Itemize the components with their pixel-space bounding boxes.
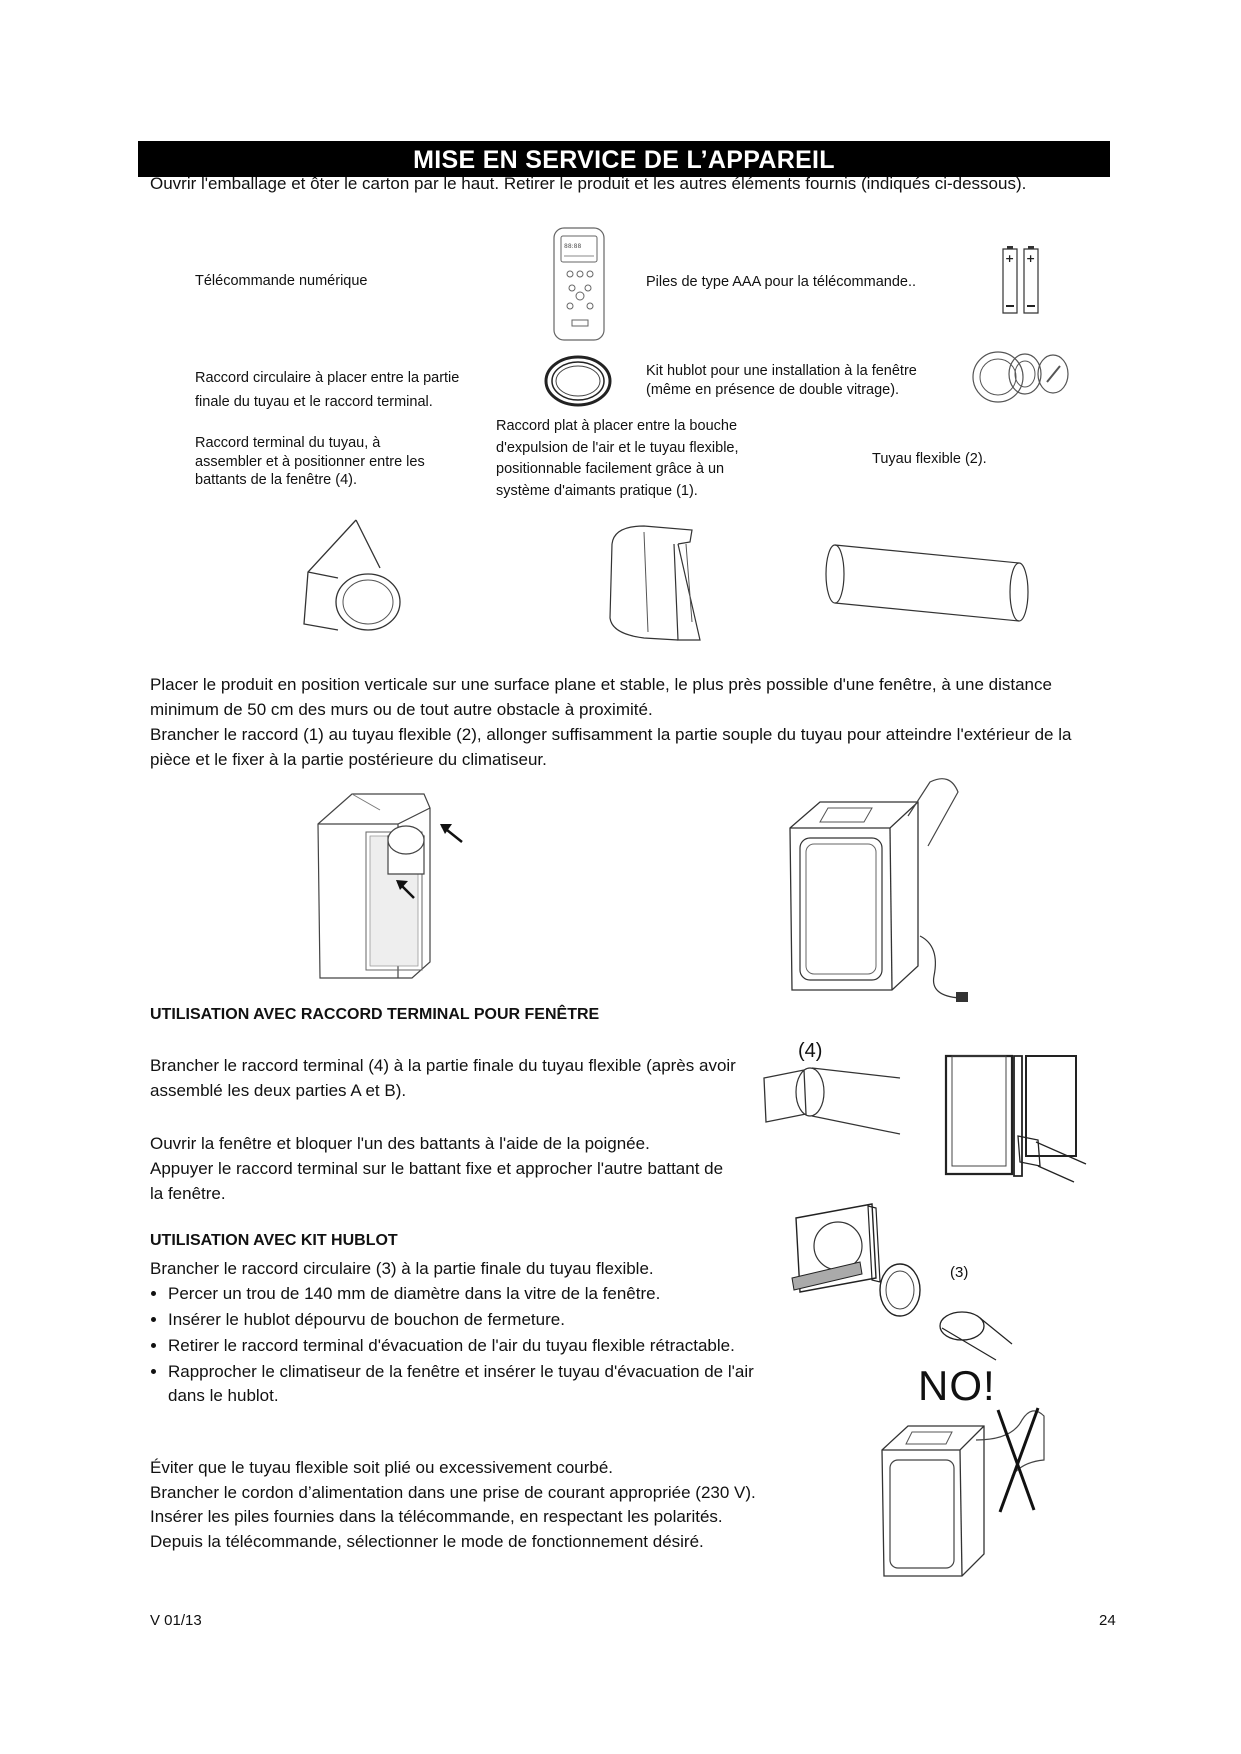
page-number: 24 <box>1099 1612 1116 1629</box>
caption-line: assembler et à positionner entre les <box>195 453 425 470</box>
closing-instructions <box>150 1456 756 1554</box>
caption-batteries: Piles de type AAA pour la télécommande.. <box>646 274 917 290</box>
version-label: V 01/13 <box>150 1612 202 1629</box>
list-item: • Insérer le hublot dépourvu de bouchon de fermeture. <box>168 1308 770 1332</box>
batteries-illustration <box>1000 245 1042 319</box>
closing-line: Brancher le cordon d’alimentation dans une prise de courant appropriée (230 V). <box>150 1482 756 1502</box>
caption-hose: Tuyau flexible (2). <box>872 451 987 467</box>
svg-text:+: + <box>1026 252 1036 265</box>
window-kit-illustration <box>970 344 1078 410</box>
caption-round-connector <box>195 366 459 414</box>
caption-line: Raccord plat à placer entre la bouche <box>496 418 738 434</box>
caption-line: Raccord terminal du tuyau, à <box>195 435 381 451</box>
figure-label-4: (4) <box>798 1040 823 1062</box>
svg-text:88:88: 88:88 <box>564 243 582 250</box>
kit-section-intro: Brancher le raccord circulaire (3) à la partie finale du tuyau flexible. <box>150 1259 654 1278</box>
caption-remote: Télécommande numérique <box>195 273 368 289</box>
caption-line: battants de la fenêtre (4). <box>195 472 358 488</box>
terminal-on-hose-illustration <box>760 1062 910 1142</box>
placement-paragraph-1: Placer le produit en position verticale sur une surface plane et stable, le plus près possible d'une fenêtre, à une distance minimum de 50 cm des murs ou de tout autre obstacle à proximité. <box>150 675 1052 719</box>
caption-line: système d'aimants pratique (1). <box>496 482 698 499</box>
window-kit-hose-illustration <box>776 1194 1016 1362</box>
caption-line: d'expulsion de l'air et le tuyau flexible, <box>496 439 739 456</box>
caption-line: (même en présence de double vitrage). <box>646 382 900 398</box>
list-item: • Rapprocher le climatiseur de la fenêtre et insérer le tuyau d'évacuation de l'air dans le hublot. <box>168 1360 770 1408</box>
list-item: • Percer un trou de 140 mm de diamètre dans la vitre de la fenêtre. <box>168 1282 770 1306</box>
round-connector-illustration <box>540 350 616 412</box>
intro-text: Ouvrir l'emballage et ôter le carton par le haut. Retirer le produit et les autres éléments fournis (indiqués ci-dessous). <box>150 174 1027 193</box>
hose-illustration <box>823 536 1033 628</box>
terminal-paragraph-1: Brancher le raccord terminal (4) à la partie finale du tuyau flexible (après avoir assemblé les deux parties A et B). <box>150 1056 736 1100</box>
bent-hose-warning-illustration <box>872 1400 1048 1590</box>
closing-line: Insérer les piles fournies dans la télécommande, en respectant les polarités. <box>150 1507 723 1526</box>
flat-connector-illustration <box>604 522 708 648</box>
caption-window-kit <box>646 362 917 400</box>
list-item: • Retirer le raccord terminal d'évacuation de l'air du tuyau flexible rétractable. <box>168 1334 770 1358</box>
terminal-paragraph-3: Appuyer le raccord terminal sur le battant fixe et approcher l'autre battant de la fenêtre. <box>150 1159 724 1203</box>
kit-section-heading: UTILISATION AVEC KIT HUBLOT <box>150 1232 398 1249</box>
kit-instructions-list <box>150 1282 770 1410</box>
placement-paragraph-2: Brancher le raccord (1) au tuyau flexible (2), allonger suffisamment la partie souple du tuyau pour atteindre l'extérieur de la pièce et le fixer à la partie postérieure du climatiseur. <box>150 725 1072 769</box>
svg-text:+: + <box>1005 252 1015 265</box>
caption-line: Kit hublot pour une installation à la fenêtre <box>646 363 917 379</box>
ac-unit-back-illustration <box>780 776 986 1008</box>
terminal-section-heading: UTILISATION AVEC RACCORD TERMINAL POUR FENÊTRE <box>150 1006 600 1023</box>
section-title: MISE EN SERVICE DE L’APPAREIL <box>138 141 1110 177</box>
figure-label-3: (3) <box>950 1264 969 1281</box>
remote-control-illustration <box>550 226 610 344</box>
caption-flat-connector <box>496 416 739 502</box>
terminal-connector-illustration <box>298 514 408 636</box>
ac-unit-front-illustration <box>312 786 470 982</box>
closing-line: Éviter que le tuyau flexible soit plié ou excessivement courbé. <box>150 1458 614 1477</box>
terminal-paragraph-2: Ouvrir la fenêtre et bloquer l'un des battants à l'aide de la poignée. <box>150 1134 650 1153</box>
caption-line: positionnable facilement grâce à un <box>496 461 725 477</box>
closing-line: Depuis la télécommande, sélectionner le mode de fonctionnement désiré. <box>150 1531 704 1551</box>
caption-terminal-connector <box>195 434 425 490</box>
window-installation-illustration <box>940 1054 1088 1182</box>
no-warning-label: NO! <box>918 1362 996 1409</box>
caption-line: finale du tuyau et le raccord terminal. <box>195 394 433 410</box>
caption-line: Raccord circulaire à placer entre la partie <box>195 370 460 386</box>
